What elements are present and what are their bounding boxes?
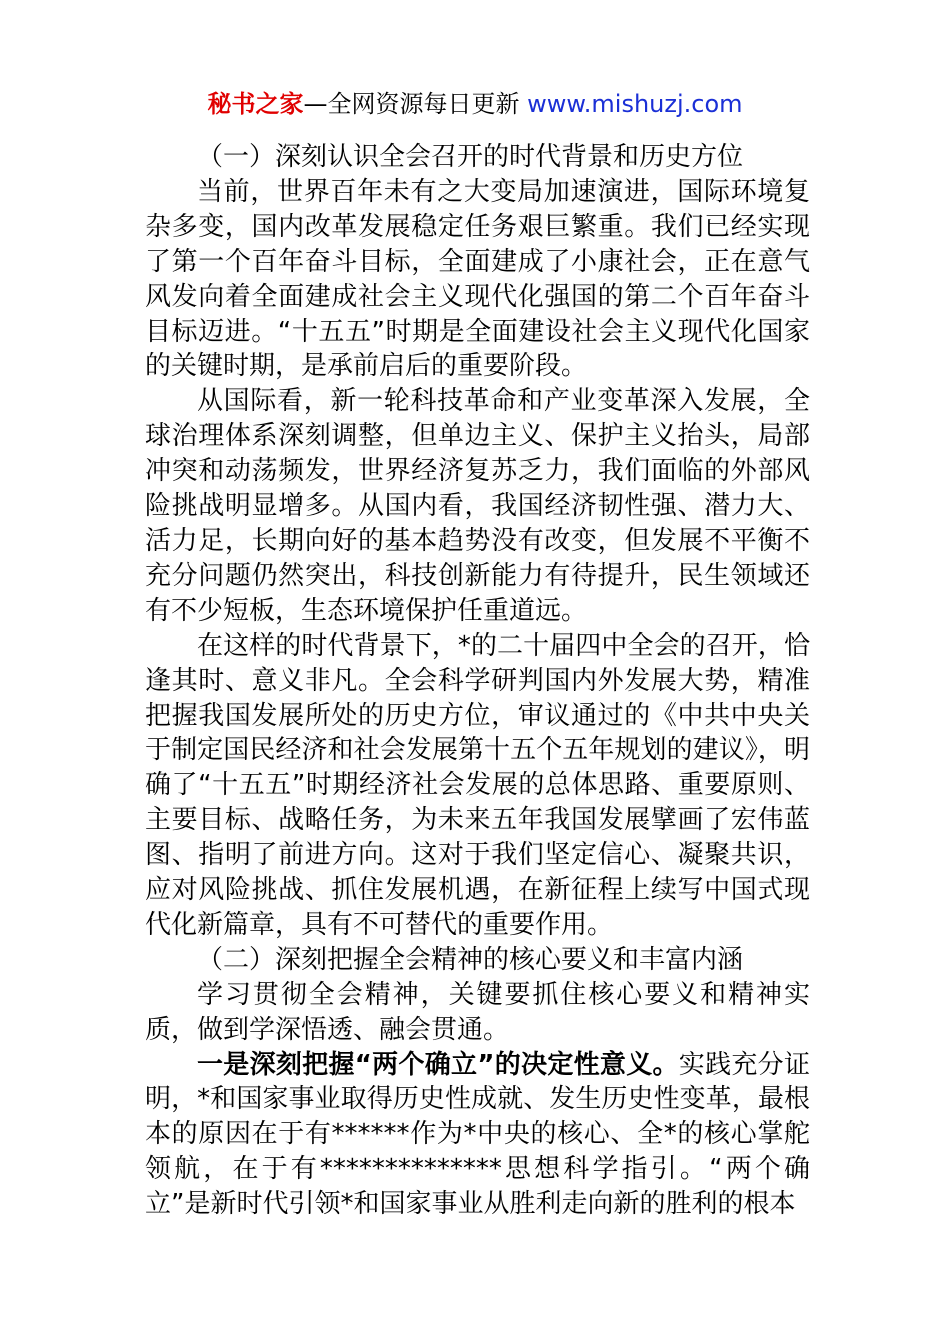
header-tagline: —全网资源每日更新 [303,90,528,118]
section-heading-1: （一）深刻认识全会召开的时代背景和历史方位 [197,142,744,172]
brand-name: 秘书之家 [207,90,304,118]
site-url-link[interactable]: www.mishuzj.com [527,90,743,118]
paragraph-1: 当前，世界百年未有之大变局加速演进，国际环境复杂多变，国内改革发展稳定任务艰巨繁重。我们已经实现了第一个百年奋斗目标，全面建成了小康社会，正在意气风发向着全面建成社会主义现代化强国的第二个百年奋斗目标迈进。“十五五”时期是全面建设社会主义现代化国家的关键时期，是承前启后的重要阶段。 [145,176,810,382]
section-heading-2: （二）深刻把握全会精神的核心要义和丰富内涵 [197,944,744,975]
paragraph-3: 在这样的时代背景下，*的二十届四中全会的召开，恰逢其时、意义非凡。全会科学研判国内外发展大势，精准把握我国发展所处的历史方位，审议通过的《中共中央关于制定国民经济和社会发展第十五个五年规划的建议》，明确了“十五五”时期经济社会发展的总体思路、重要原则、主要目标、战略任务，为未来五年我国发展擘画了宏伟蓝图、指明了前进方向。这对于我们坚定信心、凝聚共识，应对风险挑战、抓住发展机遇，在新征程上续写中国式现代化新篇章，具有不可替代的重要作用。 [145,630,810,940]
paragraph-5-text: 实践充分证明，*和国家事业取得历史性成就、发生历史性变革，最根本的原因在于有******作为*中央的核心、全*的核心掌舵领航，在于有**************思想科学指引。“两个确立”是新时代引领*和国家事业从胜利走向新的胜利的根本 [145,1049,810,1220]
document-body [145,140,810,1222]
paragraph-5 [145,1048,810,1223]
page-header [0,88,950,120]
paragraph-4: 学习贯彻全会精神，关键要抓住核心要义和精神实质，做到学深悟透、融会贯通。 [145,979,810,1045]
paragraph-5-lead: 一是深刻把握“两个确立”的决定性意义。 [197,1049,679,1080]
paragraph-2: 从国际看，新一轮科技革命和产业变革深入发展，全球治理体系深刻调整，但单边主义、保护主义抬头，局部冲突和动荡频发，世界经济复苏乏力，我们面临的外部风险挑战明显增多。从国内看，我国经济韧性强、潜力大、活力足，长期向好的基本趋势没有改变，但发展不平衡不充分问题仍然突出，科技创新能力有待提升，民生领域还有不少短板，生态环境保护任重道远。 [145,386,810,626]
